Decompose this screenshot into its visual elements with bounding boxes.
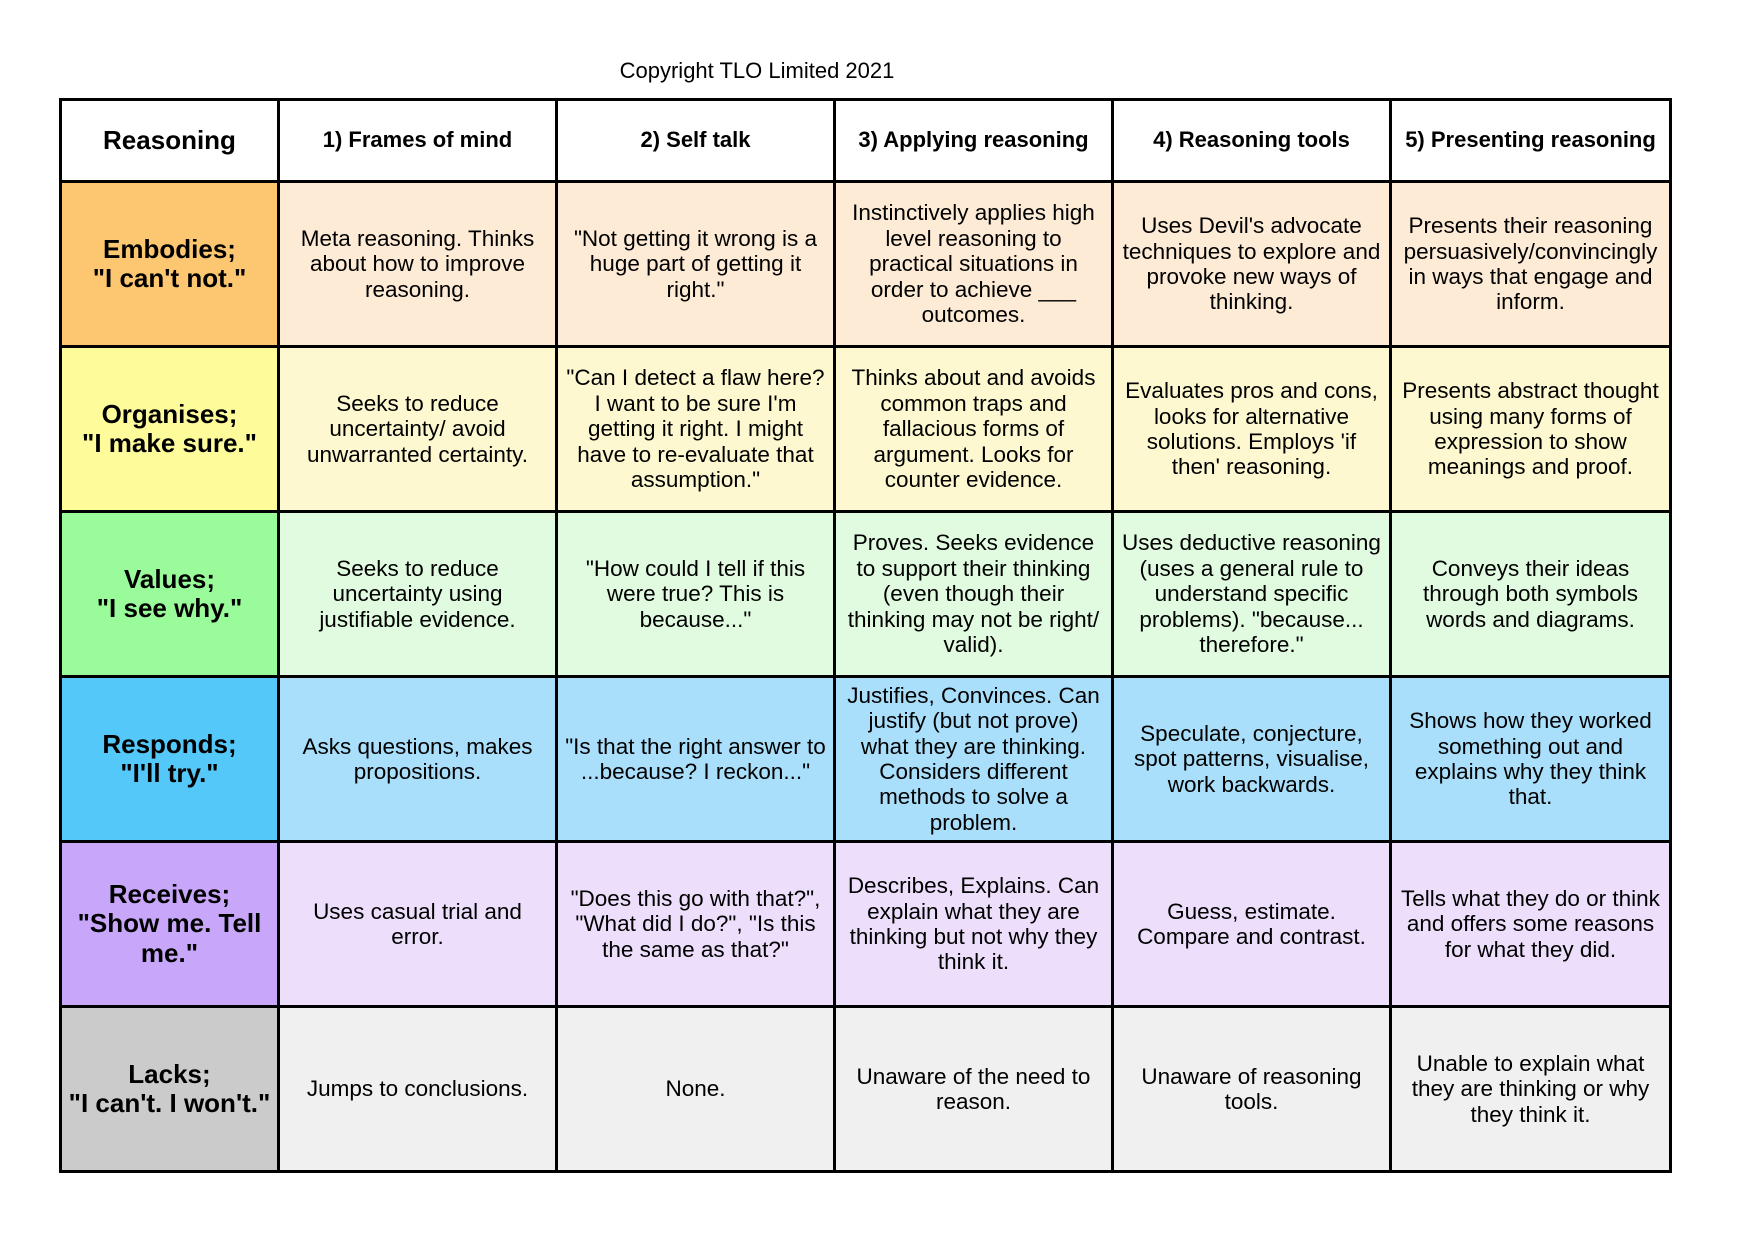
rubric-cell: Uses deductive reasoning (uses a general rule to understand specific problems). "because... therefore." <box>1113 512 1391 677</box>
rubric-cell: Guess, estimate. Compare and contrast. <box>1113 842 1391 1007</box>
rubric-cell: "Does this go with that?", "What did I do?", "Is this the same as that?" <box>557 842 835 1007</box>
rubric-cell: Unaware of the need to reason. <box>835 1007 1113 1172</box>
rubric-body <box>61 182 1671 1172</box>
rubric-cell: Unaware of reasoning tools. <box>1113 1007 1391 1172</box>
level-quote: "I can't not." <box>92 263 247 293</box>
level-quote: "Show me. Tell me." <box>77 908 262 968</box>
rubric-cell: "Is that the right answer to ...because? I reckon..." <box>557 677 835 842</box>
rubric-cell: None. <box>557 1007 835 1172</box>
table-row <box>61 347 1671 512</box>
rubric-cell: Presents abstract thought using many forms of expression to show meanings and proof. <box>1391 347 1671 512</box>
level-name: Lacks; <box>128 1058 211 1089</box>
rubric-cell: Describes, Explains. Can explain what they are thinking but not why they think it. <box>835 842 1113 1007</box>
column-header-self-talk: 2) Self talk <box>557 100 835 182</box>
row-header-level <box>61 677 279 842</box>
rubric-cell: "Not getting it wrong is a huge part of getting it right." <box>557 182 835 347</box>
rubric-cell: Unable to explain what they are thinking or why they think it. <box>1391 1007 1671 1172</box>
row-header-level <box>61 1007 279 1172</box>
rubric-cell: Conveys their ideas through both symbols words and diagrams. <box>1391 512 1671 677</box>
rubric-cell: Uses casual trial and error. <box>279 842 557 1007</box>
table-row <box>61 1007 1671 1172</box>
copyright-notice: Copyright TLO Limited 2021 <box>619 58 895 83</box>
rubric-cell: Jumps to conclusions. <box>279 1007 557 1172</box>
level-quote: "I can't. I won't." <box>68 1088 271 1118</box>
row-header-level <box>61 182 279 347</box>
rubric-cell: Instinctively applies high level reasoning to practical situations in order to achieve ___ outcomes. <box>835 182 1113 347</box>
level-name: Embodies; <box>103 233 236 264</box>
level-name: Values; <box>123 563 216 594</box>
rubric-cell: Thinks about and avoids common traps and fallacious forms of argument. Looks for counter evidence. <box>835 347 1113 512</box>
table-row <box>61 512 1671 677</box>
row-header-level <box>61 347 279 512</box>
corner-header: Reasoning <box>61 100 279 182</box>
rubric-cell: Asks questions, makes propositions. <box>279 677 557 842</box>
column-header-presenting-reasoning: 5) Presenting reasoning <box>1391 100 1671 182</box>
rubric-cell: "Can I detect a flaw here? I want to be sure I'm getting it right. I might have to re-evaluate that assumption." <box>557 347 835 512</box>
rubric-cell: Justifies, Convinces. Can justify (but not prove) what they are thinking. Considers different methods to solve a problem. <box>835 677 1113 842</box>
table-row <box>61 182 1671 347</box>
level-name: Responds; <box>102 728 237 759</box>
level-name: Receives; <box>108 878 231 909</box>
rubric-cell: "How could I tell if this were true? This is because..." <box>557 512 835 677</box>
column-header-reasoning-tools: 4) Reasoning tools <box>1113 100 1391 182</box>
table-header-row <box>61 100 1671 182</box>
rubric-cell: Evaluates pros and cons, looks for alternative solutions. Employs 'if then' reasoning. <box>1113 347 1391 512</box>
row-header-level <box>61 512 279 677</box>
column-header-frames-of-mind: 1) Frames of mind <box>279 100 557 182</box>
rubric-cell: Meta reasoning. Thinks about how to improve reasoning. <box>279 182 557 347</box>
rubric-cell: Proves. Seeks evidence to support their thinking (even though their thinking may not be right/ valid). <box>835 512 1113 677</box>
column-header-applying-reasoning: 3) Applying reasoning <box>835 100 1113 182</box>
table-row <box>61 677 1671 842</box>
rubric-cell: Uses Devil's advocate techniques to explore and provoke new ways of thinking. <box>1113 182 1391 347</box>
level-quote: "I make sure." <box>82 428 257 458</box>
reasoning-rubric-table <box>59 98 1672 1173</box>
rubric-cell: Shows how they worked something out and explains why they think that. <box>1391 677 1671 842</box>
rubric-cell: Tells what they do or think and offers some reasons for what they did. <box>1391 842 1671 1007</box>
level-quote: "I see why." <box>96 593 243 623</box>
rubric-cell: Seeks to reduce uncertainty using justifiable evidence. <box>279 512 557 677</box>
level-quote: "I'll try." <box>120 758 219 788</box>
level-name: Organises; <box>101 398 238 429</box>
rubric-cell: Presents their reasoning persuasively/convincingly in ways that engage and inform. <box>1391 182 1671 347</box>
table-row <box>61 842 1671 1007</box>
rubric-cell: Speculate, conjecture, spot patterns, visualise, work backwards. <box>1113 677 1391 842</box>
rubric-cell: Seeks to reduce uncertainty/ avoid unwarranted certainty. <box>279 347 557 512</box>
row-header-level <box>61 842 279 1007</box>
